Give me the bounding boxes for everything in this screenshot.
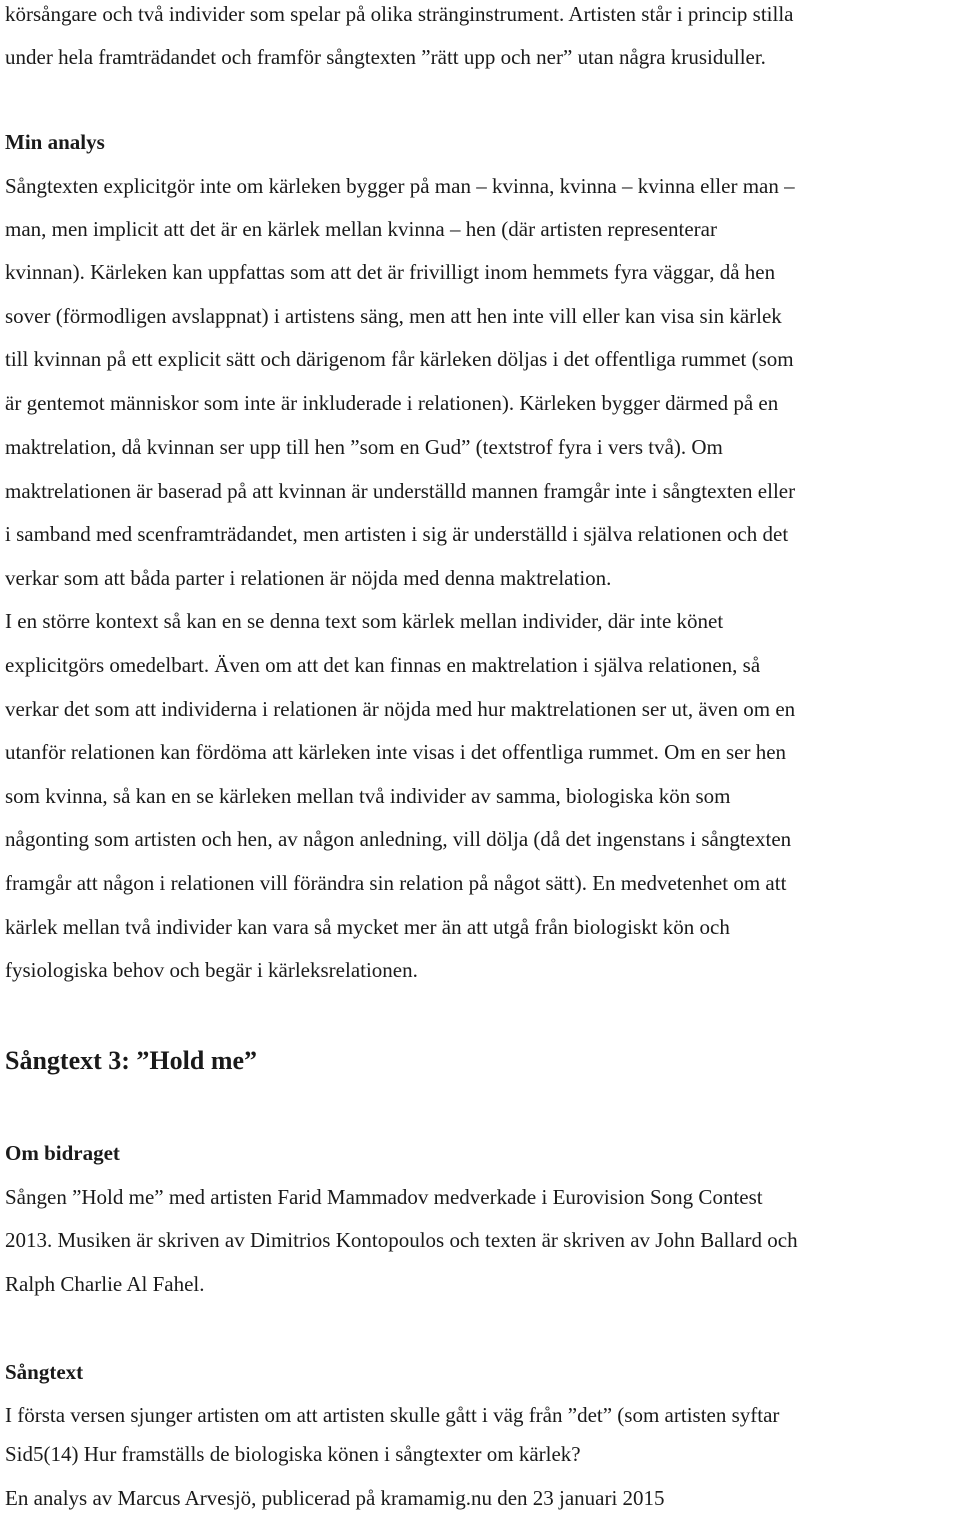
lyrics-heading: Sångtext xyxy=(5,1360,84,1384)
analysis-line: utanför relationen kan fördöma att kärleken inte visas i det offentliga rummet. Om en ser hen xyxy=(5,740,787,764)
about-line: Sången ”Hold me” med artisten Farid Mammadov medverkade i Eurovision Song Contest xyxy=(5,1185,763,1209)
analysis-line: som kvinna, så kan en se kärleken mellan två individer av samma, biologiska kön som xyxy=(5,784,731,808)
analysis-line: verkar som att båda parter i relationen är nöjda med denna maktrelation. xyxy=(5,566,612,590)
about-line: 2013. Musiken är skriven av Dimitrios Kontopoulos och texten är skriven av John Ballard och xyxy=(5,1228,798,1252)
analysis-line: någonting som artisten och hen, av någon anledning, vill dölja (då det ingenstans i sångtexten xyxy=(5,827,792,851)
analysis-line: fysiologiska behov och begär i kärleksrelationen. xyxy=(5,958,418,982)
song-title-heading: Sångtext 3: ”Hold me” xyxy=(5,1046,258,1075)
analysis-line: maktrelationen är baserad på att kvinnan är underställd mannen framgår inte i sångtexten eller xyxy=(5,479,796,503)
analysis-line: framgår att någon i relationen vill förändra sin relation på något sätt). En medvetenhet om att xyxy=(5,871,787,895)
analysis-line: i samband med scenframträdandet, men artisten i sig är underställd i själva relationen och det xyxy=(5,522,789,546)
about-line: Ralph Charlie Al Fahel. xyxy=(5,1272,205,1296)
page-footer-credit: En analys av Marcus Arvesjö, publicerad på kramamig.nu den 23 januari 2015 xyxy=(5,1486,665,1510)
analysis-line: explicitgörs omedelbart. Även om att det kan finnas en maktrelation i själva relationen, så xyxy=(5,653,761,677)
analysis-line: kärlek mellan två individer kan vara så mycket mer än att utgå från biologiskt kön och xyxy=(5,915,730,939)
analysis-line: I en större kontext så kan en se denna text som kärlek mellan individer, där inte könet xyxy=(5,609,724,633)
analysis-line: Sångtexten explicitgör inte om kärleken bygger på man – kvinna, kvinna – kvinna eller man – xyxy=(5,174,795,198)
about-heading: Om bidraget xyxy=(5,1141,120,1165)
analysis-line: sover (förmodligen avslappnat) i artistens säng, men att hen inte vill eller kan visa sin kärlek xyxy=(5,304,782,328)
analysis-line: kvinnan). Kärleken kan uppfattas som att det är frivilligt inom hemmets fyra väggar, då hen xyxy=(5,260,776,284)
analysis-line: maktrelation, då kvinnan ser upp till hen ”som en Gud” (textstrof fyra i vers två). Om xyxy=(5,435,723,459)
page-footer-title: Sid5(14) Hur framställs de biologiska könen i sångtexter om kärlek? xyxy=(5,1442,581,1466)
analysis-line: är gentemot människor som inte är inkluderade i relationen). Kärleken bygger därmed på en xyxy=(5,391,779,415)
analysis-line: till kvinnan på ett explicit sätt och därigenom får kärleken döljas i det offentliga rummet (som xyxy=(5,347,794,371)
intro-line: under hela framträdandet och framför sångtexten ”rätt upp och ner” utan några krusiduller. xyxy=(5,45,766,69)
analysis-line: man, men implicit att det är en kärlek mellan kvinna – hen (där artisten representerar xyxy=(5,217,717,241)
lyrics-line: I första versen sjunger artisten om att artisten skulle gått i väg från ”det” (som artisten syftar xyxy=(5,1403,780,1427)
analysis-line: verkar det som att individerna i relationen är nöjda med hur maktrelationen ser ut, även om en xyxy=(5,697,796,721)
analysis-heading: Min analys xyxy=(5,130,105,154)
intro-line: körsångare och två individer som spelar på olika stränginstrument. Artisten står i princip stilla xyxy=(5,2,794,26)
